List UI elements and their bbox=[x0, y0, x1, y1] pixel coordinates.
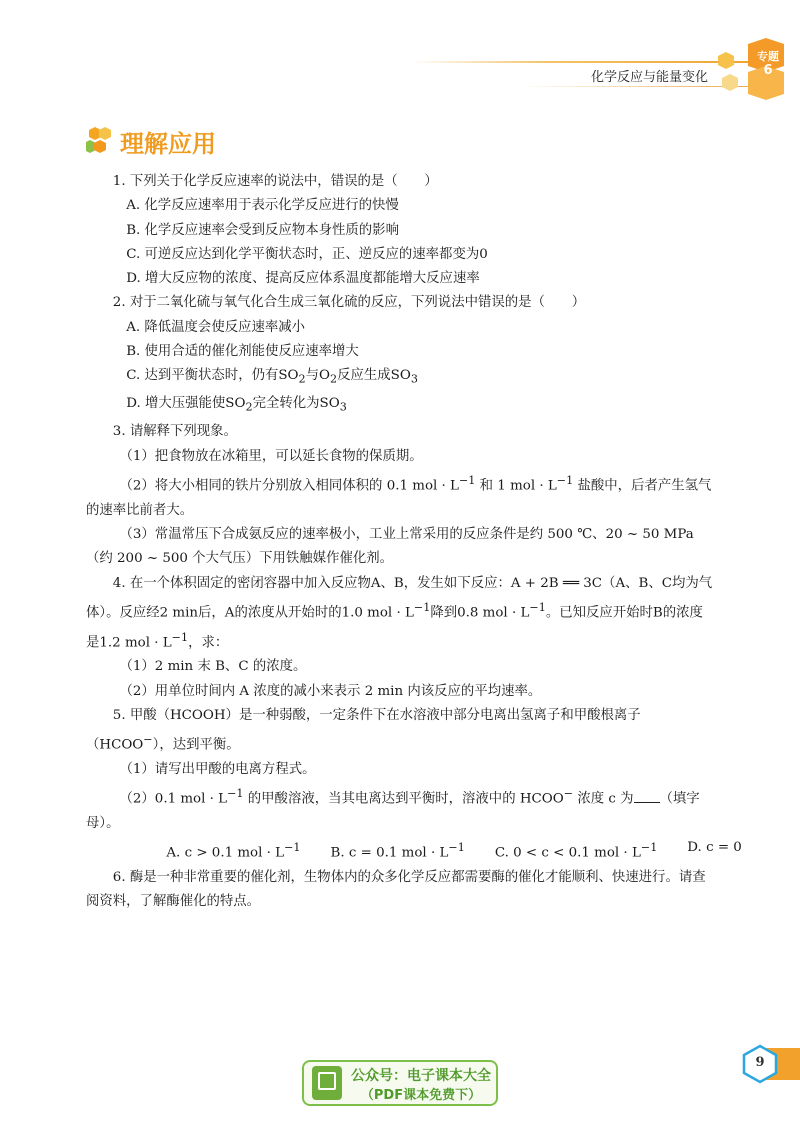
question-2-stem: 2. 对于二氧化硫与氧气化合生成三氧化硫的反应，下列说法中错误的是（ ） bbox=[112, 295, 586, 311]
superscript: −1 bbox=[529, 600, 546, 614]
question-1-option-d: D. 增大反应物的浓度、提高反应体系温度都能增大反应速率 bbox=[126, 271, 480, 287]
text: 完全转化为SO bbox=[252, 396, 340, 412]
question-3-part-1: （1）把食物放在冰箱里，可以延长食物的保质期。 bbox=[119, 448, 423, 464]
text: 降到0.8 mol · L bbox=[430, 605, 530, 621]
text: ），达到平衡。 bbox=[152, 737, 240, 753]
honeycomb-icon bbox=[86, 126, 114, 154]
subscript: 3 bbox=[410, 373, 418, 387]
badge-label: 专题 bbox=[757, 50, 779, 63]
question-3-part-3: （3）常温常压下合成氨反应的速率极小，工业上常采用的反应条件是约 500 ℃、20 ~ 50 MPa（约 200 ~ 500 个大气压）下用铁触媒作催化剂。 bbox=[86, 526, 694, 567]
text: （填字母）。 bbox=[86, 791, 700, 832]
subscript: 2 bbox=[298, 373, 306, 387]
watermark-banner bbox=[302, 1060, 498, 1106]
page-number: 9 bbox=[755, 1055, 765, 1070]
text: 与O bbox=[305, 368, 331, 384]
question-5-option-c bbox=[495, 836, 657, 866]
superscript: −1 bbox=[556, 473, 574, 487]
question-5-stem bbox=[86, 704, 716, 758]
question-6-stem: 6. 酶是一种非常重要的催化剂，生物体内的众多化学反应都需要酶的催化才能顺利、快速进行。请查阅资料，了解酶催化的特点。 bbox=[86, 870, 706, 910]
answer-blank[interactable] bbox=[634, 788, 660, 803]
question-1-option-c: C. 可逆反应达到化学平衡状态时，正、逆反应的速率都变为0 bbox=[126, 246, 488, 262]
superscript: − bbox=[563, 787, 574, 801]
watermark-line-2: （PDF课本免费下） bbox=[360, 1088, 482, 1103]
page-number-tab bbox=[740, 1044, 800, 1084]
watermark-line-1: 公众号：电子课本大全 bbox=[351, 1068, 491, 1084]
question-5-option-b bbox=[331, 836, 465, 866]
text: 4. 在一个体积固定的密闭容器中加入反应物A、B，发生如下反应：A + 2B ══ 3C（A、B、C均为气体）。反应经2 min后，A的浓度从开始时的1.0 mol · L bbox=[86, 575, 713, 621]
chapter-title: 化学反应与能量变化 bbox=[590, 70, 708, 85]
question-2-option-d bbox=[86, 392, 716, 420]
question-5-option-a bbox=[166, 836, 300, 866]
section-title: 理解应用 bbox=[120, 130, 216, 158]
text: D. 增大压强能使SO bbox=[126, 396, 246, 412]
question-4-part-2: （2）用单位时间内 A 浓度的减小来表示 2 min 内该反应的平均速率。 bbox=[119, 683, 542, 699]
question-1-option-a: A. 化学反应速率用于表示化学反应进行的快慢 bbox=[126, 198, 399, 214]
text: 和 1 mol · L bbox=[475, 478, 557, 494]
superscript: −1 bbox=[284, 841, 301, 855]
text: B. c = 0.1 mol · L bbox=[330, 845, 449, 861]
question-5-part-2 bbox=[86, 782, 716, 836]
badge-number: 6 bbox=[763, 63, 773, 78]
superscript: −1 bbox=[171, 630, 189, 644]
header-rule bbox=[410, 61, 750, 63]
question-5-option-d: D. c = 0 bbox=[687, 840, 742, 856]
question-4-part-1: （1）2 min 末 B、C 的浓度。 bbox=[119, 659, 307, 675]
superscript: −1 bbox=[227, 787, 244, 801]
superscript: −1 bbox=[413, 600, 431, 614]
subscript: 2 bbox=[245, 401, 253, 415]
text: 5. 甲酸（HCOOH）是一种弱酸，一定条件下在水溶液中部分电离出氢离子和甲酸根离子（HCOO bbox=[86, 707, 641, 753]
text: 盐酸中，后者产生氢气的速率比前者大。 bbox=[86, 478, 712, 518]
subscript: 2 bbox=[330, 373, 338, 387]
text: （2）将大小相同的铁片分别放入相同体积的 0.1 mol · L bbox=[119, 478, 459, 494]
question-5-part-1: （1）请写出甲酸的电离方程式。 bbox=[119, 762, 316, 778]
text: A. c > 0.1 mol · L bbox=[166, 845, 285, 861]
text: 浓度 c 为 bbox=[573, 791, 634, 807]
text: 的甲酸溶液，当其电离达到平衡时，溶液中的 HCOO bbox=[243, 791, 564, 807]
superscript: −1 bbox=[458, 473, 476, 487]
question-3-part-2 bbox=[86, 469, 716, 523]
superscript: − bbox=[143, 733, 153, 747]
text: 反应生成SO bbox=[337, 368, 411, 384]
question-5-options bbox=[86, 836, 742, 866]
question-1-stem: 1. 下列关于化学反应速率的说法中，错误的是（ ） bbox=[112, 174, 438, 189]
text: 。已知反应开始时B的浓度是1.2 mol · L bbox=[86, 605, 703, 651]
subscript: 3 bbox=[339, 401, 347, 415]
text: ，求： bbox=[188, 635, 229, 651]
exercise-list bbox=[86, 170, 742, 915]
question-3-stem: 3. 请解释下列现象。 bbox=[112, 424, 237, 440]
chapter-badge bbox=[708, 38, 800, 108]
superscript: −1 bbox=[640, 841, 658, 855]
question-2-option-a: A. 降低温度会使反应速率减小 bbox=[126, 319, 306, 335]
text: C. 达到平衡状态时，仍有SO bbox=[126, 368, 299, 384]
question-1-option-b: B. 化学反应速率会受到反应物本身性质的影响 bbox=[126, 222, 399, 238]
question-4-stem bbox=[86, 572, 716, 656]
text: （2）0.1 mol · L bbox=[119, 791, 228, 807]
superscript: −1 bbox=[448, 841, 465, 855]
question-2-option-b: B. 使用合适的催化剂能使反应速率增大 bbox=[126, 344, 359, 360]
text: C. 0 < c < 0.1 mol · L bbox=[494, 845, 641, 861]
book-icon bbox=[312, 1066, 342, 1100]
question-2-option-c bbox=[86, 364, 716, 392]
